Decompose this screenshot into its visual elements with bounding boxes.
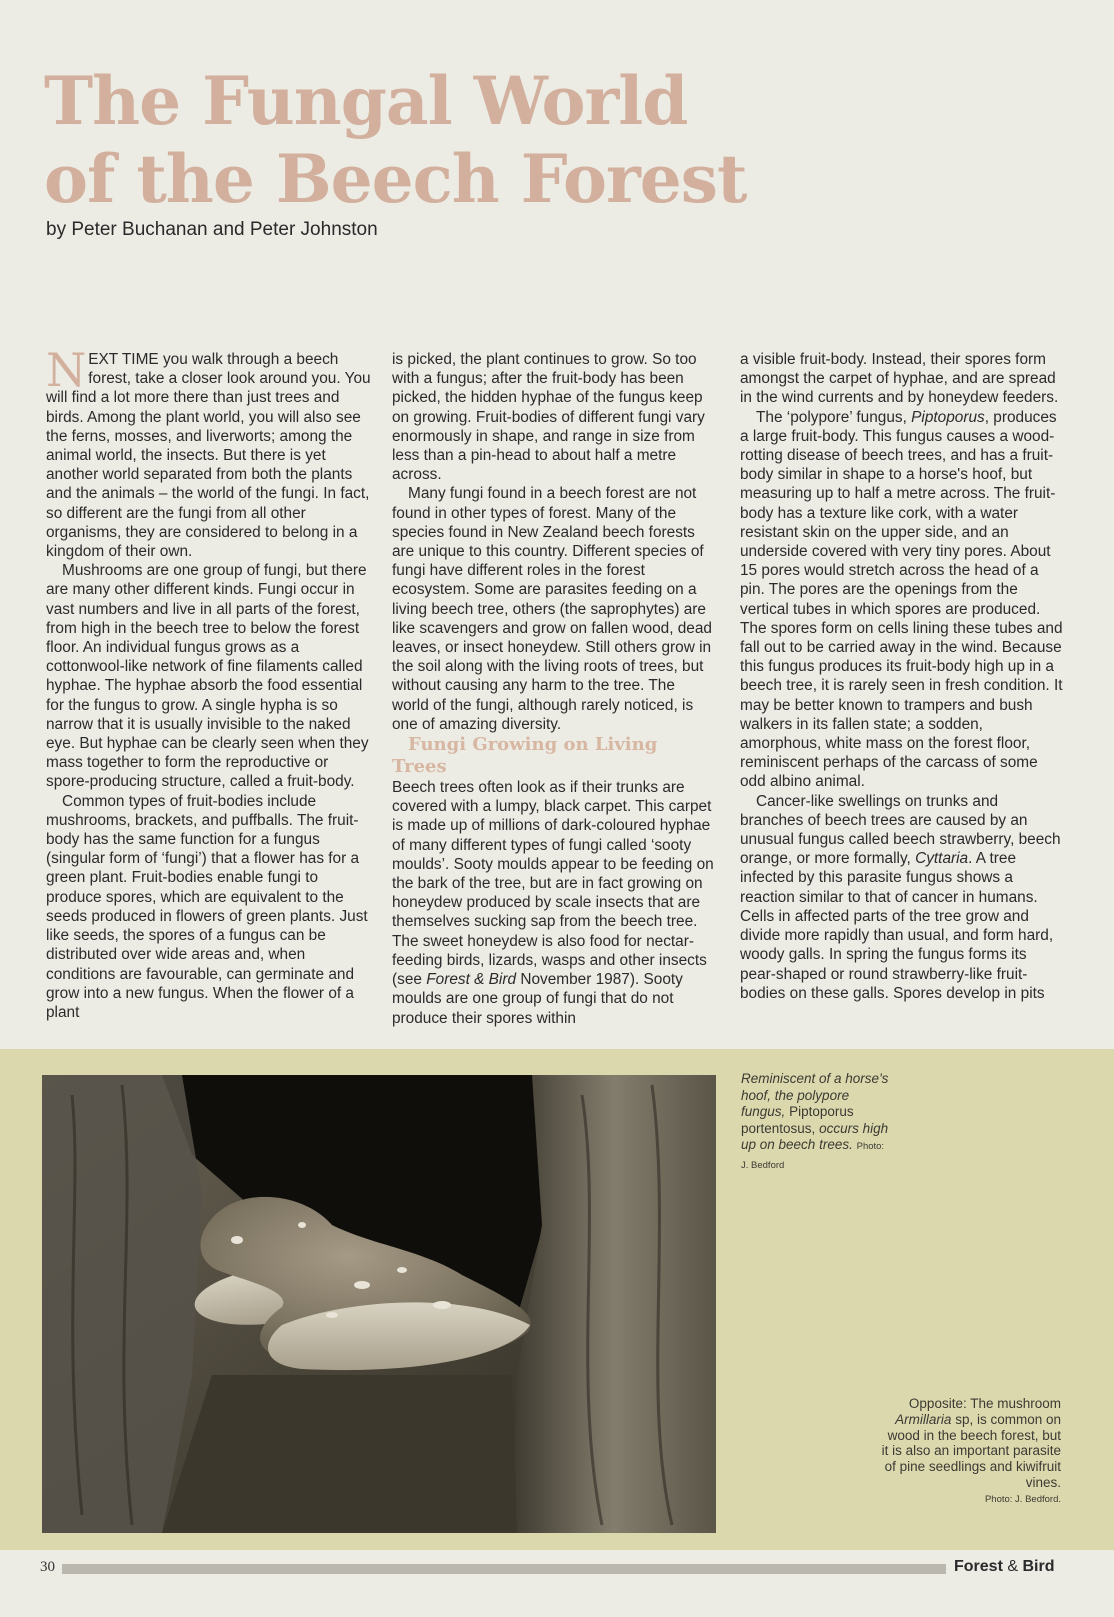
caption-species: Armillaria <box>895 1411 952 1427</box>
section-heading: Fungi Growing on Living Trees <box>392 734 658 778</box>
opposite-caption <box>880 1396 1061 1508</box>
paragraph-text: The ‘polypore’ fungus, <box>756 408 907 426</box>
paragraph-text: . A tree infected by this parasite fungus shows a reaction similar to that of cancer in humans. Cells in affected parts of the tree grow and divide more rapidly than usual, and form hard, woody galls. In spring the fungus forms its pear-shaped or round strawberry-like fruit-bodies on these galls. Spores develop in pits <box>740 850 1054 1002</box>
magazine-name <box>954 1558 1054 1576</box>
paragraph: Common types of fruit-bodies include mushrooms, brackets, and puffballs. The fruit-body has the same function for a fungus (singular form of ‘fungi’) that a flower has for a green plant. Fruit-bodies enable fungi to produce spores, which are equivalent to the seeds produced in flowers of green plants. Just like seeds, the spores of a fungus can be distributed over wide areas and, when conditions are favourable, can germinate and grow into a new fungus. When the flower of a plant <box>46 792 368 1021</box>
paragraph: a visible fruit-body. Instead, their spores form amongst the carpet of hyphae, and are spread in the wind currents and by honeydew feeders. <box>740 351 1059 407</box>
caption-species: Piptoporus portentosus, <box>741 1104 854 1136</box>
paragraph-text: , produces a large fruit-body. This fungus causes a wood-rotting disease of beech trees, and has a fruit-body similar in shape to a horse's hoof, but measuring up to half a metre across. The fruit-body has a texture like cork, with a water resistant skin on the upper side, and an underside covered with very tiny pores. About 15 pores would stretch across the head of a pin. The pores are the openings from the vertical tubes in which spores are produced. The spores form on cells lining these tubes and fall out to be carried away in the wind. Because this fungus produces its fruit-body high up in a beech tree, it is rarely seen in fresh condition. It may be better known to trampers and bush walkers in its fallen state; a sodden, amorphous, white mass on the forest floor, reminiscent perhaps of the carcass of some odd albino animal. <box>740 408 1063 791</box>
species-name: Cyttaria <box>915 850 969 868</box>
page-number: 30 <box>40 1559 55 1575</box>
paragraph: Mushrooms are one group of fungi, but there are many other different kinds. Fungi occur in vast numbers and live in all parts of the forest, from high in the beech tree to below the forest floor. An individual fungus grows as a cottonwool-like network of fine filaments called hyphae. The hyphae absorb the food essential for the fungus to grow. A single hypha is so narrow that it is usually invisible to the naked eye. But hyphae can be clearly seen when they mass together to form the reproductive or spore-producing structure, called a fruit-body. <box>46 562 369 791</box>
caption-text: Opposite: The mushroom <box>908 1396 1061 1411</box>
magazine-ampersand: & <box>1007 1558 1019 1575</box>
footer-rule <box>62 1564 946 1574</box>
caption-text: sp, is common on wood in the beech forest, but it is also an important parasite of pine seedlings and kiwifruit vines. <box>881 1411 1061 1490</box>
photo-illustration <box>42 1075 716 1533</box>
caption-text: Reminiscent of a horse's hoof, the polypore fungus, <box>741 1071 889 1119</box>
polypore-fungus-photo <box>42 1075 716 1533</box>
magazine-reference: Forest & Bird <box>426 971 517 989</box>
paragraph <box>740 408 1065 792</box>
drop-cap: N <box>46 343 87 397</box>
article-title <box>44 62 944 218</box>
paragraph <box>46 343 371 561</box>
photo-caption <box>741 1071 891 1174</box>
magazine-name-part: Bird <box>1022 1558 1055 1575</box>
species-name: Piptoporus <box>911 408 985 426</box>
paragraph <box>740 792 1065 1003</box>
paragraph-text: EXT TIME you walk through a beech forest, take a closer look around you. You will find a lot more there than just trees and birds. Among the plant world, you will also see the ferns, mosses, and liverworts; among the animal world, the insects. But there is yet another world separated from both the plants and the animals – the world of the fungi. In fact, so different are the fungi from all other organisms, they are considered to belong in a kingdom of their own. <box>46 351 371 561</box>
photo-credit: Photo: J. Bedford <box>741 1141 885 1171</box>
paragraph: is picked, the plant continues to grow. So too with a fungus; after the fruit-body has been picked, the hidden hyphae of the fungus keep on growing. Fruit-bodies of different fungi vary enormously in shape, and range in size from less than a pin-head to about half a metre across. <box>392 351 705 484</box>
paragraph: Many fungi found in a beech forest are not found in other types of forest. Many of the species found in New Zealand beech forests are unique to this country. Different species of fungi have different roles in the forest ecosystem. Some are parasites feeding on a living beech tree, others (the saprophytes) are like scavengers and grow on fallen wood, dead leaves, or insect honeydew. Still others grow in the soil along with the living roots of trees, but without causing any harm to the tree. The world of the fungi, although rarely noticed, is one of amazing diversity. <box>392 485 712 733</box>
caption-text: occurs high up on beech trees. <box>741 1120 889 1152</box>
paragraph-text: Beech trees often look as if their trunks are covered with a lumpy, black carpet. This carpet is made up of millions of dark-coloured hyphae of many different types of fungi called ‘sooty moulds’. Sooty moulds appear to be feeding on the bark of the tree, but are in fact growing on honeydew produced by scale insects that are themselves sucking sap from the beech tree. The sweet honeydew is also food for nectar-feeding birds, lizards, wasps and other insects (see <box>392 779 714 989</box>
article-column-1 <box>46 343 371 1022</box>
photo-credit: Photo: J. Bedford. <box>984 1493 1061 1505</box>
paragraph-text: Cancer-like swellings on trunks and branches of beech trees are caused by an unusual fungus called beech strawberry, beech orange, or more formally, <box>740 792 1061 868</box>
article-column-2 <box>392 350 714 1028</box>
magazine-name-part: Forest <box>954 1558 1003 1575</box>
article-column-3 <box>740 350 1065 1003</box>
byline: by Peter Buchanan and Peter Johnston <box>46 219 378 240</box>
title-line-1: The Fungal World <box>44 62 688 140</box>
paragraph-text: November 1987). Sooty moulds are one group of fungi that do not produce their spores within <box>392 971 683 1027</box>
paragraph <box>392 778 714 1028</box>
title-line-2: of the Beech Forest <box>44 140 747 218</box>
